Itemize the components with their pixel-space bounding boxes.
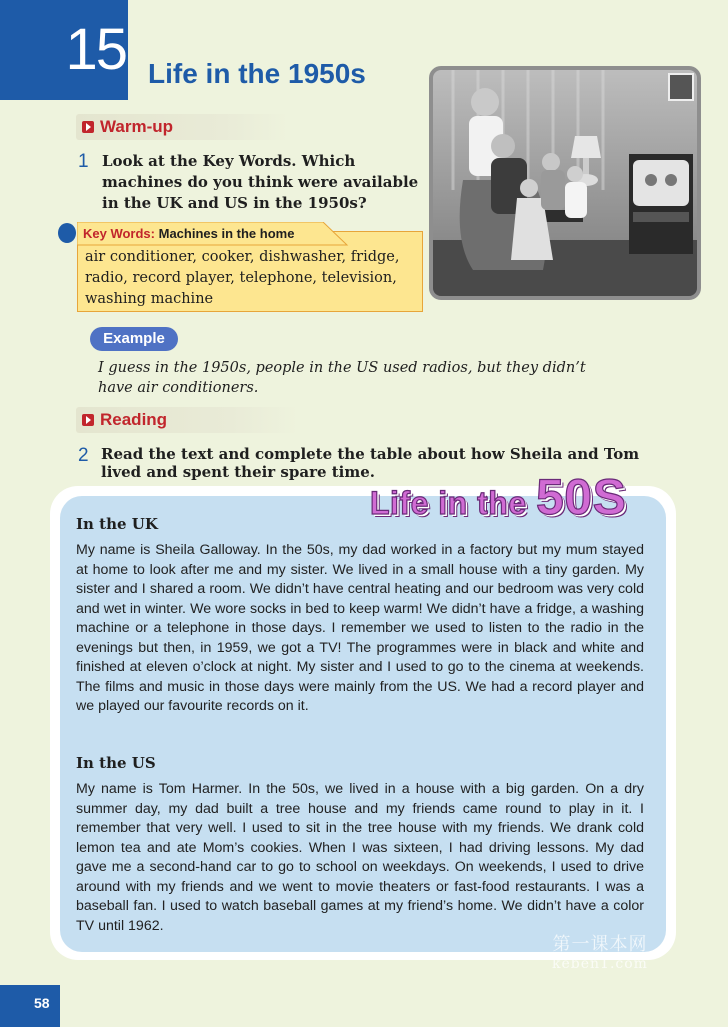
play-arrow-icon — [82, 121, 94, 133]
unit-number: 15 — [0, 0, 128, 100]
warmup-heading: Warm-up — [100, 117, 174, 136]
watermark — [552, 930, 648, 972]
us-text: My name is Tom Harmer. In the 50s, we lived in a house with a big garden. On a dry summer day, my dad built a tree house and my friends came round to play in it. I remember that very well. I used to sit in the tree house with my friends. We drank cold lemon tea and ate Mom’s cookies. When I was sixteen, I had driving lessons. My dad gave me a second-hand car to go to school on weekdays. On weekends, I used to drive around with my friends and we went to movie theaters or fast-food restaurants. I was a baseball fan. I used to watch baseball games at my friend’s home. We didn’t have a color TV until 1962. — [76, 781, 644, 934]
banner-50s: 50S — [536, 469, 627, 525]
example-text: I guess in the 1950s, people in the US used radios, but they didn’t have air conditioners. — [98, 360, 586, 396]
reading-heading: Reading — [100, 410, 168, 429]
warmup-section-bar — [76, 114, 288, 140]
question-1-number: 1 — [78, 151, 89, 172]
key-words-topic: Machines in the home — [158, 226, 295, 241]
uk-heading: In the UK — [76, 515, 158, 533]
uk-text: My name is Sheila Galloway. In the 50s, my dad worked in a factory but my mum stayed at home to look after me and my sister. We lived in a small house with a tiny garden. My sister and I shared a room. We didn’t have central heating and our bedroom was very cold and wet in winter. We wore socks in bed to keep warm! We didn’t have a fridge, a washing machine or a telephone in those days. I remember we used to listen to the radio in the evenings but then, in 1959, we got a TV! The programmes were in black and white and finished at eleven o’clock at night. My sister and I used to go to the cinema at weekends. The films and music in those days were mainly from the US. We had a record player and we played our favourite records on it. — [76, 542, 644, 714]
banner-text: Life in the — [370, 485, 536, 521]
family-tv-illustration — [433, 70, 697, 296]
key-words-list: air conditioner, cooker, dishwasher, fridge, radio, record player, telephone, television, washing machine — [85, 249, 400, 307]
unit-title: Life in the 1950s — [148, 58, 366, 89]
watermark-line-2: keben1.com — [552, 956, 648, 972]
watermark-line-1: 第一课本网 — [552, 934, 648, 955]
key-words-label: Key Words: — [83, 226, 155, 241]
play-arrow-icon — [82, 414, 94, 426]
us-heading: In the US — [76, 754, 156, 772]
example-tag: Example — [90, 327, 178, 351]
key-words-tab — [77, 222, 347, 246]
key-words-icon — [58, 223, 76, 243]
question-2-text: Read the text and complete the table about how Sheila and Tom lived and spent their spare time. — [101, 445, 640, 481]
question-2-number: 2 — [78, 445, 89, 466]
question-1-text: Look at the Key Words. Which machines do you think were available in the UK and US in the 1950s? — [102, 152, 419, 212]
life-in-the-50s-banner — [370, 468, 626, 526]
reading-section-bar — [76, 407, 298, 433]
family-tv-photo — [429, 66, 701, 300]
page-number: 58 — [0, 985, 60, 1027]
